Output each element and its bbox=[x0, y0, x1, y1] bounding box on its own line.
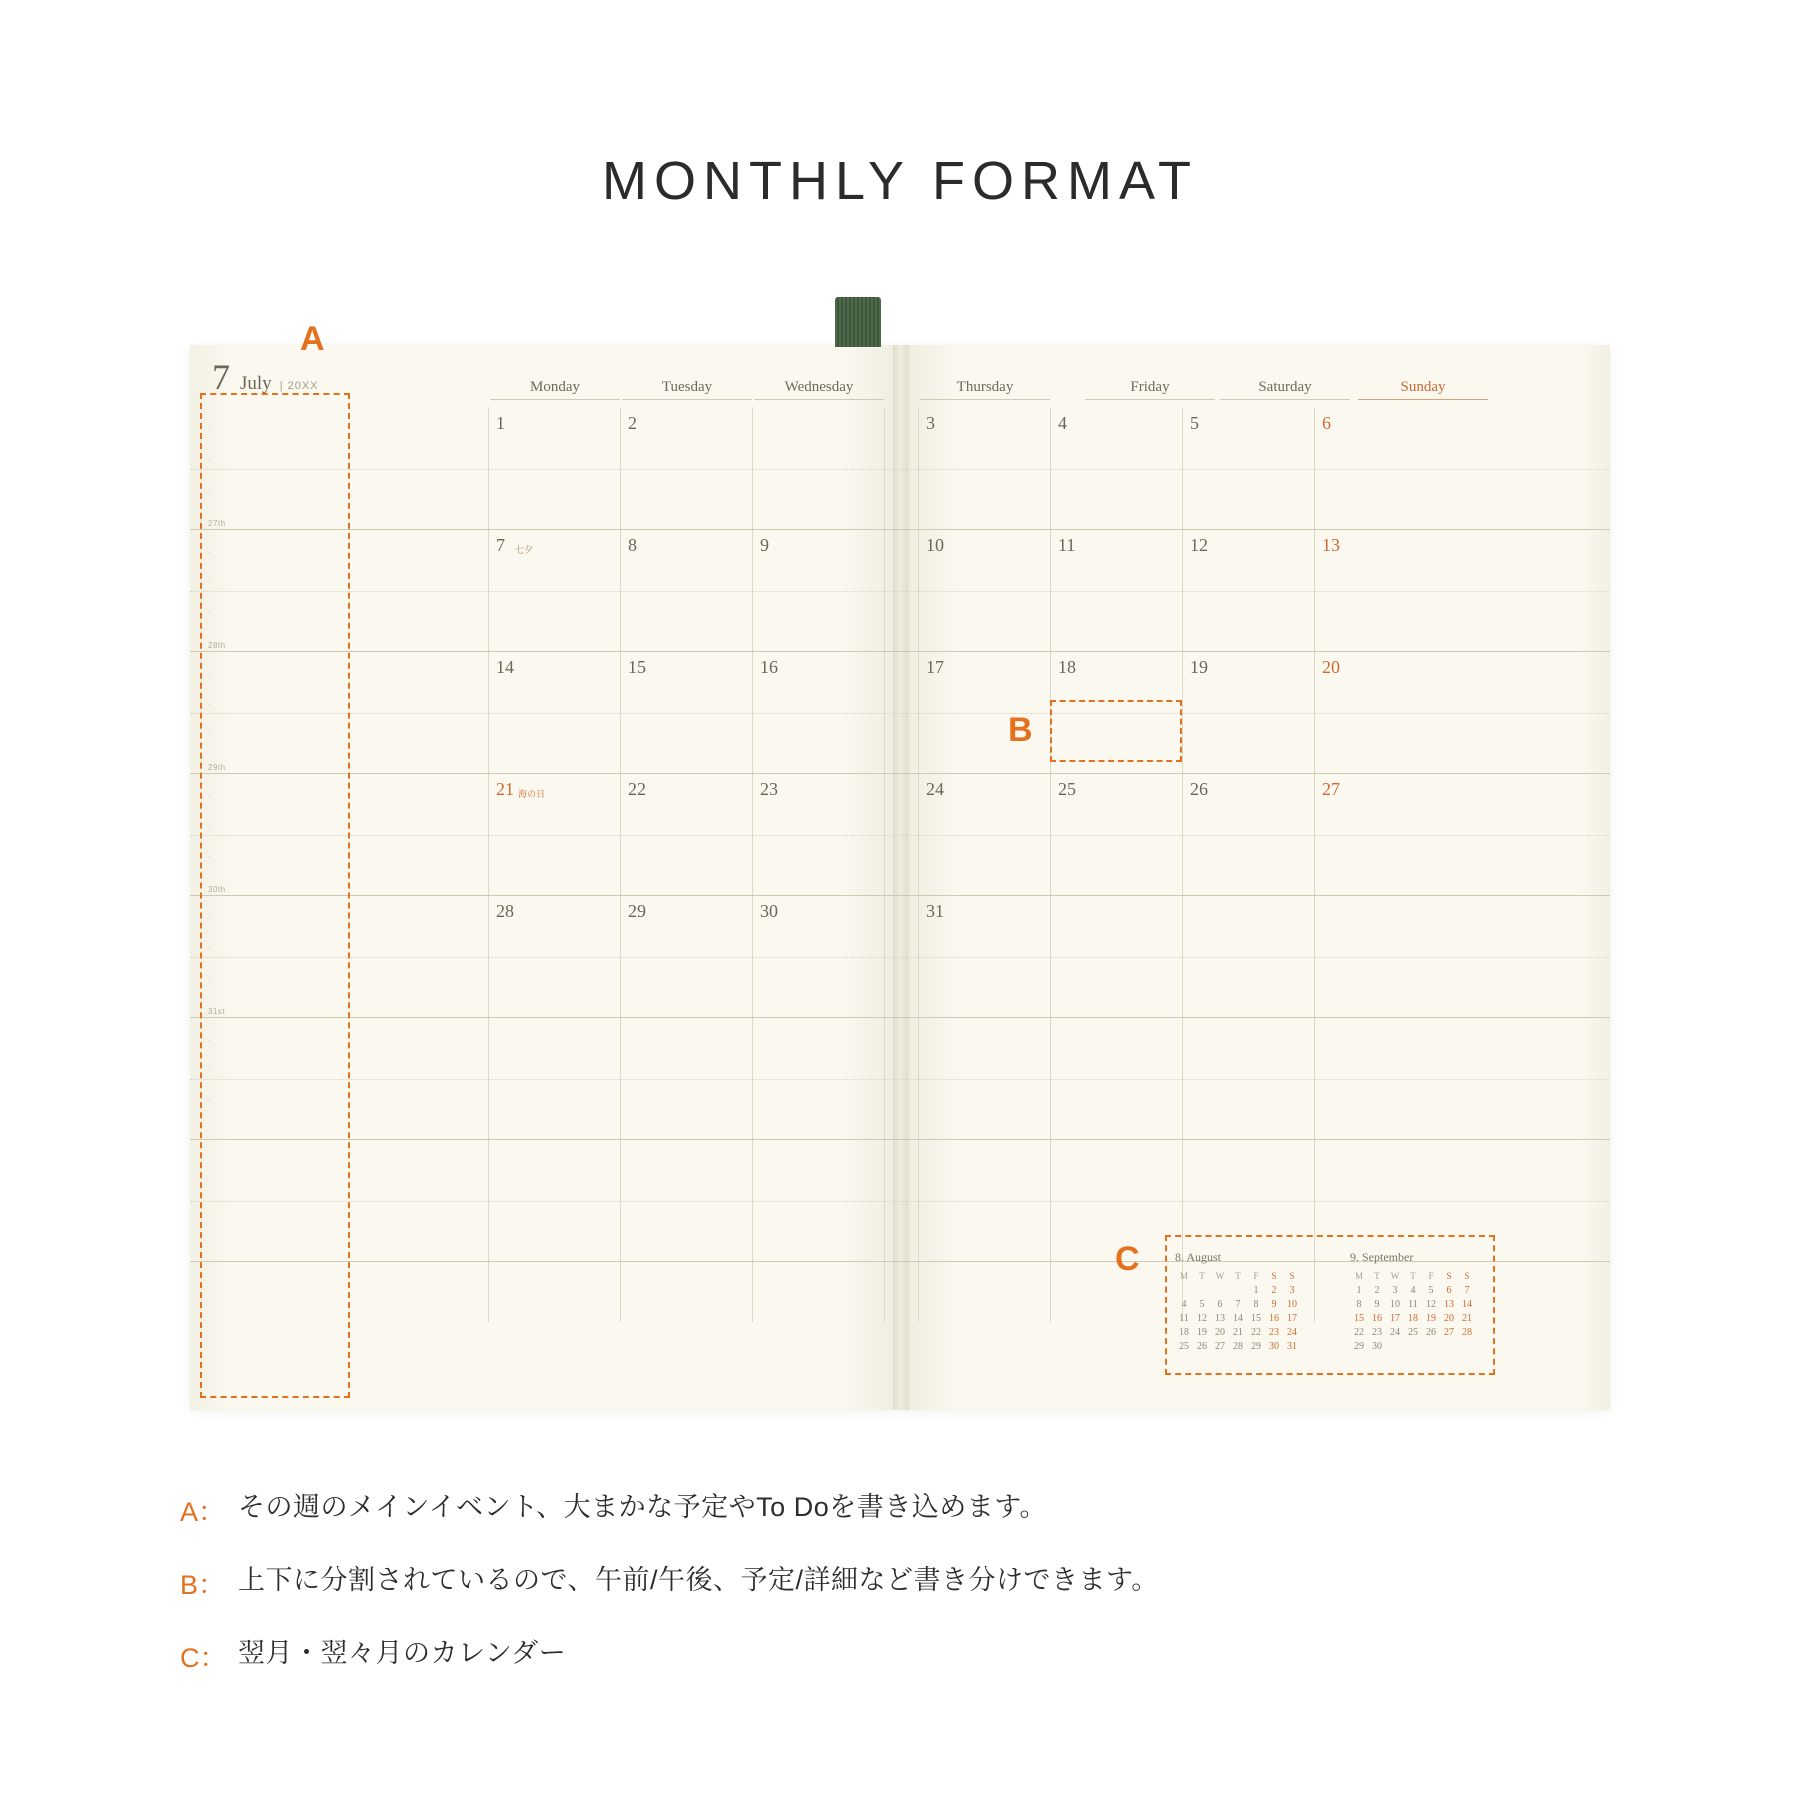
day-cell-31[interactable]: 31 bbox=[926, 901, 944, 921]
grid-hline-dashed bbox=[190, 957, 1610, 959]
grid-vline bbox=[1182, 407, 1183, 1322]
weekday-monday: Monday bbox=[490, 379, 620, 400]
day-cell-10[interactable]: 10 bbox=[926, 535, 944, 555]
memo-bullet: · bbox=[208, 669, 211, 679]
memo-bullet: · bbox=[208, 699, 211, 709]
weekday-saturday: Saturday bbox=[1220, 379, 1350, 400]
legend-text-b: 上下に分割されているので、午前/午後、予定/詳細など書き分けできます。 bbox=[238, 1565, 1159, 1595]
day-cell-8[interactable]: 8 bbox=[628, 535, 637, 555]
annotation-box-a bbox=[200, 393, 350, 1398]
legend-row-c bbox=[180, 1636, 1660, 1675]
weekday-thursday: Thursday bbox=[920, 379, 1050, 400]
day-cell-17[interactable]: 17 bbox=[926, 657, 944, 677]
legend-key-c: C： bbox=[180, 1643, 227, 1673]
grid-hline bbox=[190, 773, 1610, 774]
month-year: | 20XX bbox=[279, 380, 319, 392]
month-name: July bbox=[240, 373, 272, 394]
legend-text-c: 翌月・翌々月のカレンダー bbox=[238, 1638, 567, 1668]
grid-vline bbox=[918, 407, 919, 1322]
day-cell-5[interactable]: 5 bbox=[1190, 413, 1199, 433]
day-cell-22[interactable]: 22 bbox=[628, 779, 646, 799]
day-cell-15[interactable]: 15 bbox=[628, 657, 646, 677]
annotation-letter-b: B bbox=[1008, 711, 1033, 749]
grid-vline bbox=[752, 407, 753, 1322]
grid-vline bbox=[620, 407, 621, 1322]
memo-bullet: · bbox=[208, 455, 211, 465]
week-label: 29th bbox=[208, 763, 226, 772]
memo-bullet: · bbox=[208, 943, 211, 953]
memo-bullet: · bbox=[208, 1035, 211, 1045]
day-cell-4[interactable]: 4 bbox=[1058, 413, 1067, 433]
page-title: MONTHLY FORMAT bbox=[602, 151, 1198, 211]
day-cell-28[interactable]: 28 bbox=[496, 901, 514, 921]
day-cell-18[interactable]: 18 bbox=[1058, 657, 1076, 677]
memo-bullet: · bbox=[208, 547, 211, 557]
day-cell-13[interactable]: 13 bbox=[1322, 535, 1340, 555]
day-cell-2[interactable]: 2 bbox=[628, 413, 637, 433]
grid-hline bbox=[190, 529, 1610, 530]
day-cell-12[interactable]: 12 bbox=[1190, 535, 1208, 555]
week-label: 31st bbox=[208, 1007, 226, 1016]
mini-calendar-table: M T W T F S S 1 2 3 4 5 6 7 8 9 10 11 12 13 14 15 16 17 18 19 20 21 22 23 24 25 26 27 28 29 30 bbox=[1354, 1271, 1472, 1352]
memo-bullet: · bbox=[208, 1095, 211, 1105]
memo-bullet: · bbox=[208, 851, 211, 861]
grid-hline bbox=[190, 895, 1610, 896]
day-cell-29[interactable]: 29 bbox=[628, 901, 646, 921]
legend-row-a bbox=[180, 1490, 1660, 1529]
memo-bullet: · bbox=[208, 973, 211, 983]
month-header bbox=[212, 359, 319, 395]
legend-key-b: B： bbox=[180, 1570, 226, 1600]
weekday-wednesday: Wednesday bbox=[754, 379, 884, 400]
legend-text-a: その週のメインイベント、大まかな予定やTo Doを書き込めます。 bbox=[238, 1492, 1048, 1522]
week-label: 30th bbox=[208, 885, 226, 894]
day-cell-27[interactable]: 27 bbox=[1322, 779, 1340, 799]
memo-bullet: · bbox=[208, 485, 211, 495]
memo-bullet: · bbox=[208, 425, 211, 435]
grid-hline-dashed bbox=[190, 1079, 1610, 1081]
grid-hline-dashed bbox=[190, 713, 1610, 715]
day-cell-16[interactable]: 16 bbox=[760, 657, 778, 677]
mini-calendar-title: 9. September bbox=[1350, 1250, 1414, 1264]
annotation-box-c bbox=[1165, 1235, 1495, 1375]
legend-row-b bbox=[180, 1563, 1660, 1602]
day-cell-24[interactable]: 24 bbox=[926, 779, 944, 799]
day-cell-20[interactable]: 20 bbox=[1322, 657, 1340, 677]
grid-hline bbox=[190, 1017, 1610, 1018]
grid-vline bbox=[1050, 407, 1051, 1322]
day-cell-6[interactable]: 6 bbox=[1322, 413, 1331, 433]
grid-hline-dashed bbox=[190, 835, 1610, 837]
grid-vline bbox=[884, 407, 885, 1322]
mini-calendar-table: M T W T F S S 1 2 3 4 5 6 7 8 9 10 11 12 13 14 15 16 17 18 19 20 21 22 23 24 25 26 27 28 29 30 31 bbox=[1179, 1271, 1297, 1352]
grid-hline bbox=[190, 651, 1610, 652]
day-cell-25[interactable]: 25 bbox=[1058, 779, 1076, 799]
week-label: 28th bbox=[208, 641, 226, 650]
month-number: 7 bbox=[212, 357, 230, 397]
weekday-friday: Friday bbox=[1085, 379, 1215, 400]
week-label: 27th bbox=[208, 519, 226, 528]
weekday-tuesday: Tuesday bbox=[622, 379, 752, 400]
grid-hline-dashed bbox=[190, 1201, 1610, 1203]
day-note-7: 七夕 bbox=[515, 545, 534, 555]
day-note-21: 海の日 bbox=[518, 789, 546, 799]
day-cell-30[interactable]: 30 bbox=[760, 901, 778, 921]
memo-bullet: · bbox=[208, 607, 211, 617]
day-cell-19[interactable]: 19 bbox=[1190, 657, 1208, 677]
day-cell-26[interactable]: 26 bbox=[1190, 779, 1208, 799]
grid-vline bbox=[1314, 407, 1315, 1322]
grid-vline bbox=[488, 407, 489, 1322]
annotation-letter-a: A bbox=[300, 320, 325, 358]
day-cell-3[interactable]: 3 bbox=[926, 413, 935, 433]
legend-key-a: A： bbox=[180, 1497, 226, 1527]
planner-spread bbox=[190, 320, 1610, 1410]
day-cell-9[interactable]: 9 bbox=[760, 535, 769, 555]
day-cell-21[interactable]: 21 bbox=[496, 779, 514, 799]
grid-hline-dashed bbox=[190, 591, 1610, 593]
memo-bullet: · bbox=[208, 577, 211, 587]
annotation-box-b bbox=[1050, 700, 1182, 762]
memo-bullet: · bbox=[208, 913, 211, 923]
day-cell-1[interactable]: 1 bbox=[496, 413, 505, 433]
grid-hline-dashed bbox=[190, 469, 1610, 471]
memo-bullet: · bbox=[208, 1065, 211, 1075]
grid-hline bbox=[190, 1139, 1610, 1140]
day-cell-14[interactable]: 14 bbox=[496, 657, 514, 677]
mini-calendar-title: 8. August bbox=[1175, 1250, 1222, 1264]
weekday-sunday: Sunday bbox=[1358, 379, 1488, 400]
memo-bullet: · bbox=[208, 821, 211, 831]
bookmark-ribbon bbox=[835, 297, 881, 347]
day-cell-23[interactable]: 23 bbox=[760, 779, 778, 799]
memo-bullet: · bbox=[208, 729, 211, 739]
legend bbox=[180, 1490, 1660, 1709]
annotation-letter-c: C bbox=[1115, 1240, 1140, 1278]
memo-bullet: · bbox=[208, 791, 211, 801]
day-cell-7[interactable]: 7 bbox=[496, 535, 505, 555]
day-cell-11[interactable]: 11 bbox=[1058, 535, 1076, 555]
